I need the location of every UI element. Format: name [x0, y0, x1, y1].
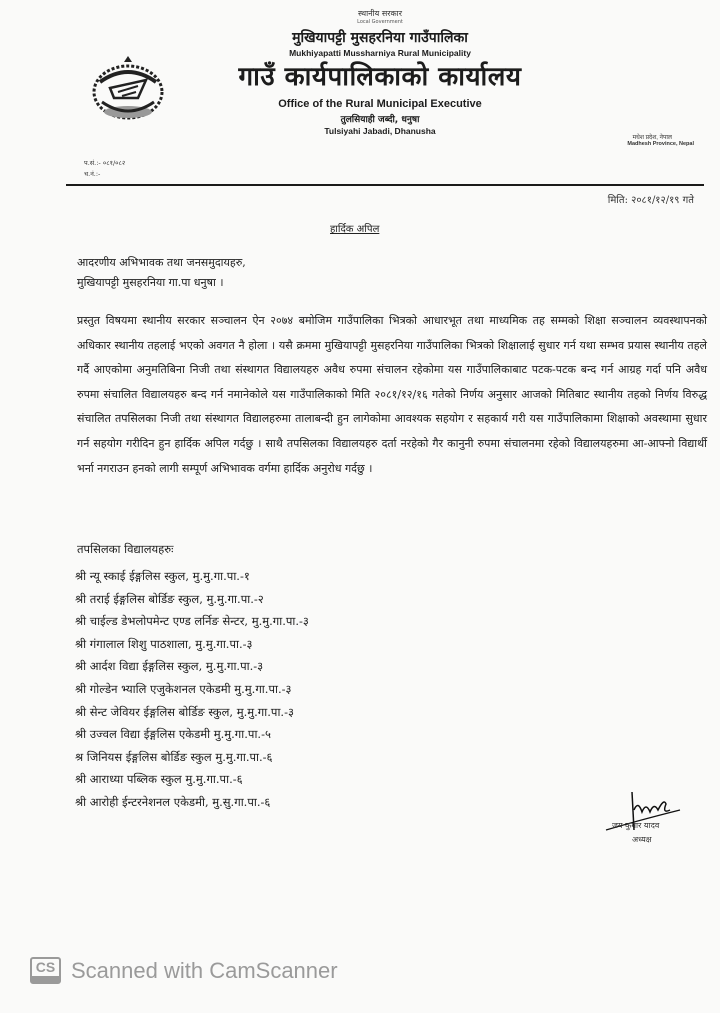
- schools-list: [75, 565, 309, 814]
- office-title-np: गाउँ कार्यपालिकाको कार्यालय: [238, 62, 522, 92]
- local-government-np: स्थानीय सरकार: [358, 9, 402, 18]
- municipality-name-np: मुखियापट्टी मुसहरनिया गाउँपालिका: [292, 30, 468, 46]
- letter-date: मिति: २०८१/१२/१९ गते: [607, 195, 694, 206]
- salutation-line: मुखियापट्टी मुसहरनिया गा.पा धनुषा ।: [77, 276, 224, 289]
- reference-numbers: [84, 158, 125, 180]
- office-title-en: Office of the Rural Municipal Executive: [278, 98, 482, 110]
- signatory-title: अध्यक्ष: [632, 835, 652, 844]
- province-np: मधेश प्रदेश, नेपाल: [632, 135, 672, 141]
- body-paragraph: प्रस्तुत विषयमा स्थानीय सरकार सञ्चालन ऐन २०७४ बमोजिम गाउँपालिका भित्रको आधारभूत तथा माध्यमिक तह सम्मको शिक्षा सञ्चालन व्यवस्थापनको अधिकार स्थानीय तहलाई भएको अवगत नै होला । यसै क्रममा मुखियापट्टी मुसहरनिया गाउँपालिका भित्रको शिक्षालाई सुधार गर्न यथा सम्भव प्रयास स्थानीय तहले गर्दै आएकोमा अनुमतिबिना निजी तथा संस्थागत विद्यालयहरु अवैध रुपमा संचालन रहेकोमा यस गाउँपालिकाबाट पटक-पटक बन्द गर्न आग्रह गर्दा पनि अवैध रुपमा संचालित विद्यालयहरु बन्द गर्न नमानेकोले यस गाउँपालिकाको मिति २०८१/१२/१६ गतेको निर्णय अनुसार आजको मितिबाट स्थानीय तहको निर्णय विरुद्ध संचालित तपसिलका निजी तथा संस्थागत विद्यालहरुमा तालाबन्दी हुन लागेकोमा आवश्यक सहयोग र सहकार्य गरी यस गाउँपालिकामा शिक्षाको अवस्थामा सुधार गर्न सहयोग गरीदिन हुन हार्दिक अपिल गर्दछु । साथै तपसिलका विद्यालयहरु दर्ता नरहेको गैर कानुनी रुपमा संचालनमा रहेको विद्यालयहरुमा आ-आफ्नो विद्यार्थी भर्ना नगराउन हनको लागी सम्पूर्ण अभिभावक वर्गमा हार्दिक अनुरोध गर्दछु ।: [77, 314, 707, 475]
- school-item: श्री न्यू स्काई ईङ्गलिस स्कुल, मु.मु.गा.पा.-१: [75, 569, 250, 583]
- address-np: तुलसियाही जब्दी, धनुषा: [340, 115, 420, 125]
- school-item: श्री सेन्ट जेवियर ईङ्गलिस बोर्डिङ स्कुल, मु.मु.गा.पा.-३: [75, 704, 294, 719]
- municipality-name-en: Mukhiyapatti Mussharniya Rural Municipality: [289, 48, 471, 58]
- school-item: श्री उज्वल विद्या ईङ्गलिस एकेडमी मु.मु.गा.पा.-५: [75, 727, 271, 742]
- local-government-en: Local Government: [357, 19, 403, 25]
- salutation: [77, 253, 246, 293]
- school-item: श्री आराध्या पब्लिक स्कुल मु.मु.गा.पा.-६: [75, 772, 243, 787]
- nepal-emblem-icon: [88, 52, 168, 122]
- watermark-text: Scanned with CamScanner: [71, 957, 338, 983]
- school-item: श्री चाईल्ड डेभलोपमेन्ट एण्ड लर्निङ सेन्टर, मु.मु.गा.पा.-३: [75, 614, 309, 629]
- school-item: श्री आरोही ईन्टरनेशनल एकेडमी, मु.सु.गा.पा.-६: [75, 794, 271, 809]
- camscanner-logo-icon: CS: [30, 957, 61, 984]
- dispatch-number: च.नं.:-: [84, 170, 101, 178]
- province-block: [627, 133, 694, 147]
- school-item: श्री गोल्डेन भ्यालि एजुकेशनल एकेडमी मु.मु.गा.पा.-३: [75, 681, 292, 696]
- school-item: श्री गंगालाल शिशु पाठशाला, मु.मु.गा.पा.-३: [75, 636, 253, 651]
- camscanner-watermark: [30, 957, 338, 984]
- letter-number: प.सं.:- ०८१/०८२: [84, 159, 126, 167]
- address-en: Tulsiyahi Jabadi, Dhanusha: [324, 126, 436, 136]
- signatory-name: जय कुमार यादव: [612, 821, 660, 830]
- salutation-line: आदरणीय अभिभावक तथा जनसमुदायहरु,: [77, 256, 246, 269]
- letter-title: हार्दिक अपिल: [330, 224, 380, 235]
- province-en: Madhesh Province, Nepal: [627, 141, 694, 147]
- school-item: श्री तराई ईङ्गलिस बोर्डिङ स्कुल, मु.मु.गा.पा.-२: [75, 591, 264, 606]
- letter-body: [77, 309, 707, 481]
- school-item: श्र जिनियस ईङ्गलिस बोर्डिङ स्कुल मु.मु.गा.पा.-६: [75, 749, 273, 764]
- header-divider: [66, 184, 704, 186]
- schools-heading: तपसिलका विद्यालयहरुः: [77, 542, 174, 556]
- school-item: श्री आर्दश विद्या ईङ्गलिस स्कुल, मु.मु.गा.पा.-३: [75, 659, 264, 674]
